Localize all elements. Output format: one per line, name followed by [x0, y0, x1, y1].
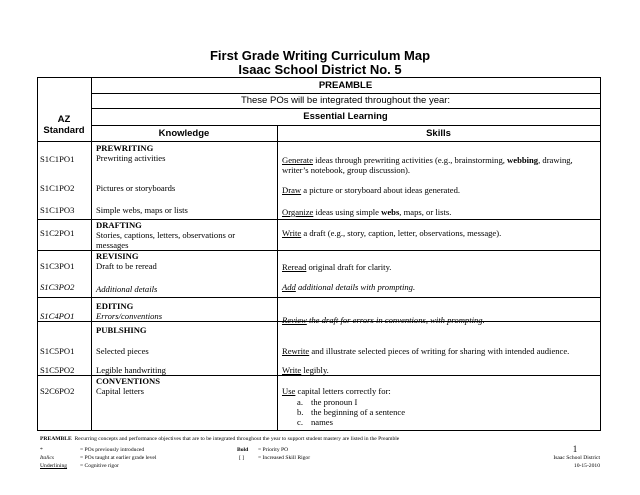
skill-item-continued: writer’s notebook, group discussion).	[282, 165, 411, 175]
knowledge-item: Additional details	[96, 284, 158, 294]
legend-text: = Cognitive rigor	[80, 463, 119, 469]
district-title: Isaac School District No. 5	[238, 62, 402, 77]
legend-symbol: [ ]	[239, 455, 245, 461]
knowledge-item: Prewriting activities	[96, 153, 166, 163]
section-heading-editing: EDITING	[96, 301, 134, 311]
standard-code: S1C1PO1	[40, 154, 75, 164]
list-item: names	[311, 417, 333, 427]
list-item: the beginning of a sentence	[311, 407, 406, 417]
list-marker: c.	[297, 417, 303, 427]
skill-item: Draw a picture or storyboard about ideas generated.	[282, 185, 461, 195]
footer-preamble-note: PREAMBLE Recurring concepts and performance objectives that are to be integrated throughout the year to support student mastery are listed in the Preamble	[40, 436, 400, 442]
knowledge-item: Pictures or storyboards	[96, 183, 176, 193]
skill-item: Rewrite and illustrate selected pieces of writing for sharing with intended audience.	[282, 346, 570, 356]
standard-code: S1C1PO2	[40, 183, 75, 193]
legend-symbol: Italics	[40, 455, 54, 461]
preamble-label: PREAMBLE	[318, 80, 373, 91]
section-heading-revising: REVISING	[96, 251, 139, 261]
knowledge-item: Legible handwriting	[96, 365, 166, 375]
legend-text: = Increased Skill Rigor	[258, 455, 311, 461]
list-marker: a.	[297, 397, 303, 407]
list-item: the pronoun I	[311, 397, 358, 407]
knowledge-item-continued: messages	[96, 240, 129, 250]
legend-text: = Priority PO	[258, 447, 289, 453]
preamble-text: These POs will be integrated throughout the year:	[240, 95, 451, 106]
az-standard-line2: Standard	[43, 125, 85, 136]
section-heading-prewriting: PREWRITING	[96, 143, 154, 153]
legend-symbol: Bold	[237, 447, 249, 453]
standard-code: S1C2PO1	[40, 228, 75, 238]
standard-code: S1C4PO1	[40, 311, 75, 321]
legend-text: = POs previously introduced	[80, 447, 145, 453]
skill-item: Organize ideas using simple webs, maps, or lists.	[282, 207, 452, 217]
document-title: First Grade Writing Curriculum Map	[209, 48, 431, 63]
section-heading-conventions: CONVENTIONS	[96, 376, 160, 386]
knowledge-item: Simple webs, maps or lists	[96, 205, 188, 215]
list-marker: b.	[297, 407, 304, 417]
skill-item: Review the draft for errors in conventions, with prompting.	[282, 315, 485, 325]
knowledge-item: Capital letters	[96, 386, 144, 396]
footer-date: 10-15-2010	[573, 463, 600, 469]
knowledge-item: Errors/conventions	[96, 311, 163, 321]
page-number: 1	[572, 444, 578, 454]
skill-item: Use capital letters correctly for:	[282, 386, 391, 396]
footer-district: Isaac School District	[553, 455, 600, 461]
skill-item: Write a draft (e.g., story, caption, letter, observations, message).	[282, 228, 502, 238]
legend-text: = POs taught at earlier grade level	[80, 455, 157, 461]
standard-code: S1C3PO1	[40, 261, 75, 271]
legend-symbol: *	[40, 447, 43, 453]
section-heading-drafting: DRAFTING	[96, 220, 142, 230]
section-heading-publishing: PUBLSHING	[96, 325, 147, 335]
knowledge-item: Stories, captions, letters, observations or	[96, 230, 236, 240]
standard-code: S1C3PO2	[40, 282, 75, 292]
legend-symbol: Underlining	[40, 463, 68, 469]
knowledge-item: Draft to be reread	[96, 261, 157, 271]
skill-item: Write legibly.	[282, 365, 329, 375]
standard-code: S1C5PO1	[40, 346, 75, 356]
knowledge-item: Selected pieces	[96, 346, 149, 356]
skill-item: Reread original draft for clarity.	[282, 262, 392, 272]
standard-code: S1C1PO3	[40, 205, 75, 215]
skills-header: Skills	[426, 128, 451, 139]
standard-code: S2C6PO2	[40, 386, 75, 396]
az-standard-line1: AZ	[57, 114, 71, 125]
skill-item: Add additional details with prompting.	[282, 282, 416, 292]
skill-item: Generate ideas through prewriting activities (e.g., brainstorming, webbing, drawing,	[282, 155, 573, 165]
knowledge-header: Knowledge	[158, 128, 210, 139]
standard-code: S1C5PO2	[40, 365, 75, 375]
essential-learning-header: Essential Learning	[303, 111, 388, 122]
